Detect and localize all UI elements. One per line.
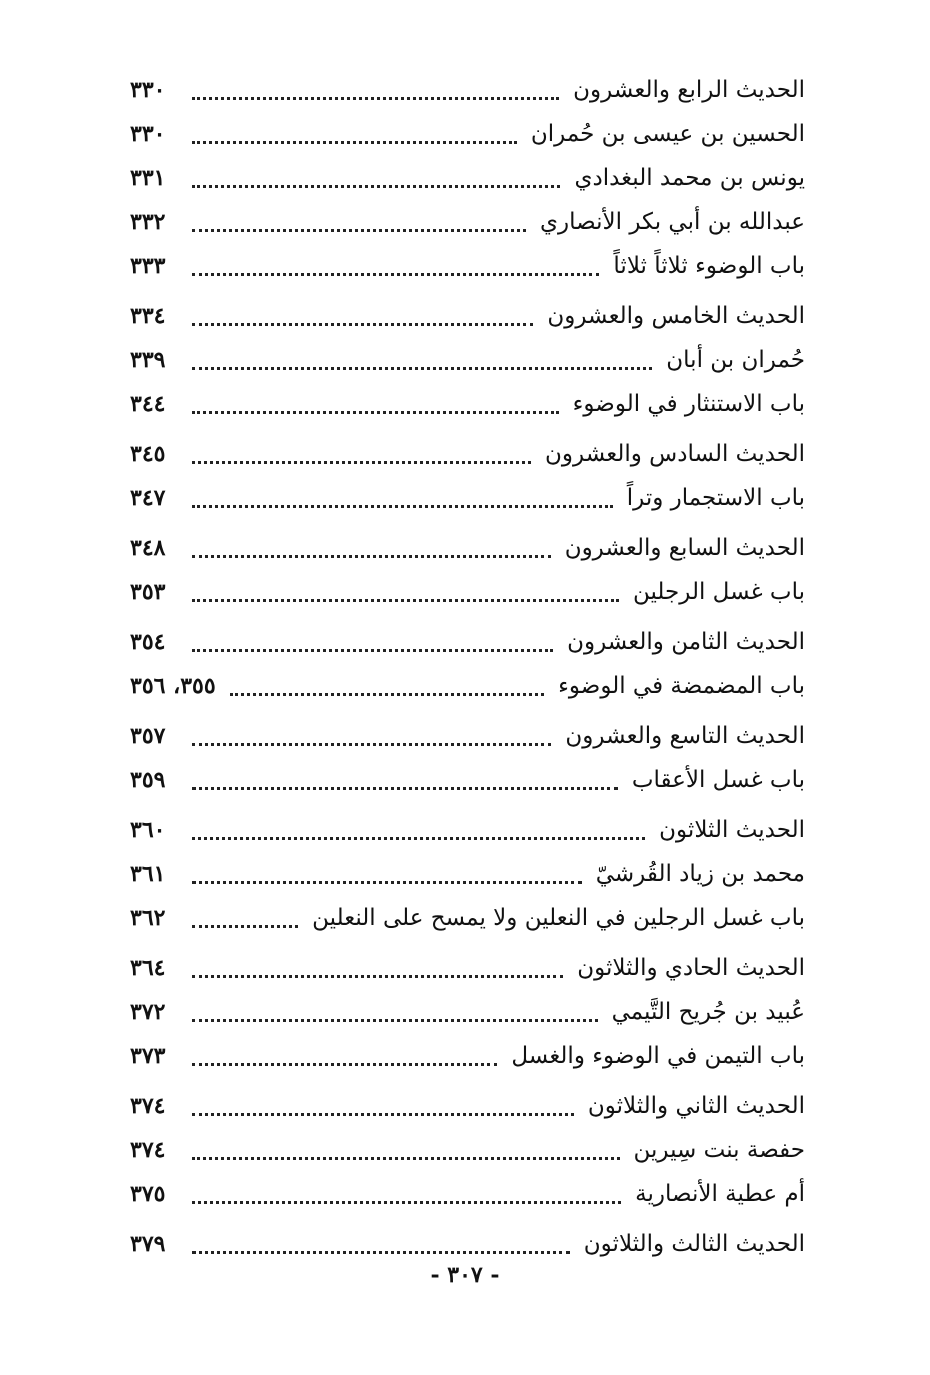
toc-entry-page: ٣٤٨ <box>130 535 166 561</box>
toc-entry <box>130 808 805 852</box>
toc-entry-page: ٣٦١ <box>130 861 166 887</box>
dot-leader <box>192 441 531 464</box>
toc-entry-title: الحديث الخامس والعشرون <box>547 303 805 329</box>
toc-entry <box>130 896 805 940</box>
dot-leader <box>192 767 618 790</box>
page-number: - ٣٠٧ - <box>430 1262 500 1288</box>
dot-leader <box>192 861 582 884</box>
toc-entry <box>130 990 805 1034</box>
toc-entry-title: باب المضمضة في الوضوء <box>558 673 805 699</box>
toc-entry-page: ٣٧٥ <box>130 1181 166 1207</box>
toc-entry-page: ٣٣١ <box>130 165 166 191</box>
toc-entry <box>130 432 805 476</box>
dot-leader <box>192 1093 574 1116</box>
toc-entry-title: باب الاستنثار في الوضوء <box>572 391 805 417</box>
toc-entry-title: الحديث الثامن والعشرون <box>567 629 805 655</box>
dot-leader <box>192 253 599 276</box>
toc-entry <box>130 714 805 758</box>
toc-entry <box>130 946 805 990</box>
toc-entry-page: ٣٧٤ <box>130 1093 166 1119</box>
toc-entry <box>130 1222 805 1266</box>
toc-entry-page: ٣٦٠ <box>130 817 166 843</box>
dot-leader <box>192 391 559 414</box>
toc-entry <box>130 338 805 382</box>
toc-entry-title: باب غسل الرجلين <box>632 579 805 605</box>
toc-entry-title: حفصة بنت سِيرين <box>633 1137 805 1163</box>
toc-entry-title: الحديث التاسع والعشرون <box>565 723 805 749</box>
toc-entry-page: ٣٦٤ <box>130 955 166 981</box>
dot-leader <box>192 165 560 188</box>
toc-entry-title: محمد بن زياد القُرشيّ <box>595 861 805 887</box>
toc-entry-page: ٣٣٢ <box>130 209 166 235</box>
toc-entry-page: ٣٥٤ <box>130 629 166 655</box>
toc-entry <box>130 1128 805 1172</box>
dot-leader <box>192 817 645 840</box>
toc-entry-page: ٣٣٠ <box>130 121 166 147</box>
toc-entry-title: باب غسل الرجلين في النعلين ولا يمسح على النعلين <box>312 905 805 931</box>
toc-entry-title: الحديث الحادي والثلاثون <box>577 955 805 981</box>
toc-entry <box>130 476 805 520</box>
toc-entry <box>130 758 805 802</box>
dot-leader <box>192 77 559 100</box>
table-of-contents <box>130 68 805 1266</box>
toc-entry-title: الحديث السادس والعشرون <box>545 441 805 467</box>
toc-entry-page: ٣٦٢ <box>130 905 166 931</box>
toc-entry-title: باب التيمن في الوضوء والغسل <box>511 1043 805 1069</box>
toc-entry-page: ٣٥٩ <box>130 767 166 793</box>
toc-entry-title: باب الوضوء ثلاثاً ثلاثاً <box>613 253 805 279</box>
toc-entry <box>130 382 805 426</box>
toc-entry <box>130 1172 805 1216</box>
dot-leader <box>192 1181 621 1204</box>
toc-entry-title: الحديث الثلاثون <box>659 817 805 843</box>
toc-entry-page: ٣٣٣ <box>130 253 166 279</box>
dot-leader <box>192 347 652 370</box>
toc-entry <box>130 68 805 112</box>
dot-leader <box>192 1043 497 1066</box>
toc-entry-page: ٣٥٥، ٣٥٦ <box>130 673 216 699</box>
toc-entry <box>130 244 805 288</box>
toc-entry-page: ٣٥٣ <box>130 579 166 605</box>
toc-entry-page: ٣٣٩ <box>130 347 166 373</box>
toc-entry-title: حُمران بن أبان <box>666 347 805 373</box>
toc-entry-page: ٣٧٢ <box>130 999 166 1025</box>
toc-entry-title: عُبيد بن جُريح التَّيمي <box>611 999 805 1025</box>
toc-entry <box>130 1034 805 1078</box>
toc-entry-title: الحديث الثاني والثلاثون <box>587 1093 805 1119</box>
toc-entry-title: أم عطية الأنصارية <box>635 1181 805 1207</box>
dot-leader <box>192 209 526 232</box>
toc-entry-title: عبدالله بن أبي بكر الأنصاري <box>540 209 805 235</box>
toc-entry-title: الحسين بن عيسى بن حُمران <box>530 121 805 147</box>
toc-entry-page: ٣٣٤ <box>130 303 166 329</box>
dot-leader <box>192 485 613 508</box>
dot-leader <box>192 999 598 1022</box>
toc-entry <box>130 620 805 664</box>
toc-entry <box>130 526 805 570</box>
toc-entry-title: الحديث السابع والعشرون <box>564 535 805 561</box>
toc-entry-page: ٣٤٤ <box>130 391 166 417</box>
toc-entry-page: ٣٧٩ <box>130 1231 166 1257</box>
dot-leader <box>192 629 553 652</box>
dot-leader <box>192 579 619 602</box>
dot-leader <box>192 723 551 746</box>
toc-entry-page: ٣٧٣ <box>130 1043 166 1069</box>
toc-entry <box>130 664 805 708</box>
toc-entry-page: ٣٣٠ <box>130 77 166 103</box>
dot-leader <box>192 905 298 928</box>
toc-entry-title: الحديث الرابع والعشرون <box>573 77 805 103</box>
toc-entry-title: باب الاستجمار وتراً <box>626 485 805 511</box>
toc-entry <box>130 1084 805 1128</box>
dot-leader <box>192 1231 570 1254</box>
toc-entry <box>130 570 805 614</box>
dot-leader <box>192 955 563 978</box>
dot-leader <box>192 121 517 144</box>
dot-leader <box>230 673 544 696</box>
toc-entry-title: يونس بن محمد البغدادي <box>574 165 805 191</box>
dot-leader <box>192 303 533 326</box>
toc-entry-title: الحديث الثالث والثلاثون <box>583 1231 805 1257</box>
dot-leader <box>192 1137 620 1160</box>
dot-leader <box>192 535 551 558</box>
toc-entry-page: ٣٤٧ <box>130 485 166 511</box>
toc-entry <box>130 852 805 896</box>
toc-entry-page: ٣٤٥ <box>130 441 166 467</box>
toc-entry-title: باب غسل الأعقاب <box>631 767 805 793</box>
toc-entry <box>130 294 805 338</box>
toc-entry <box>130 112 805 156</box>
toc-entry <box>130 156 805 200</box>
toc-entry-page: ٣٧٤ <box>130 1137 166 1163</box>
toc-entry-page: ٣٥٧ <box>130 723 166 749</box>
toc-entry <box>130 200 805 244</box>
